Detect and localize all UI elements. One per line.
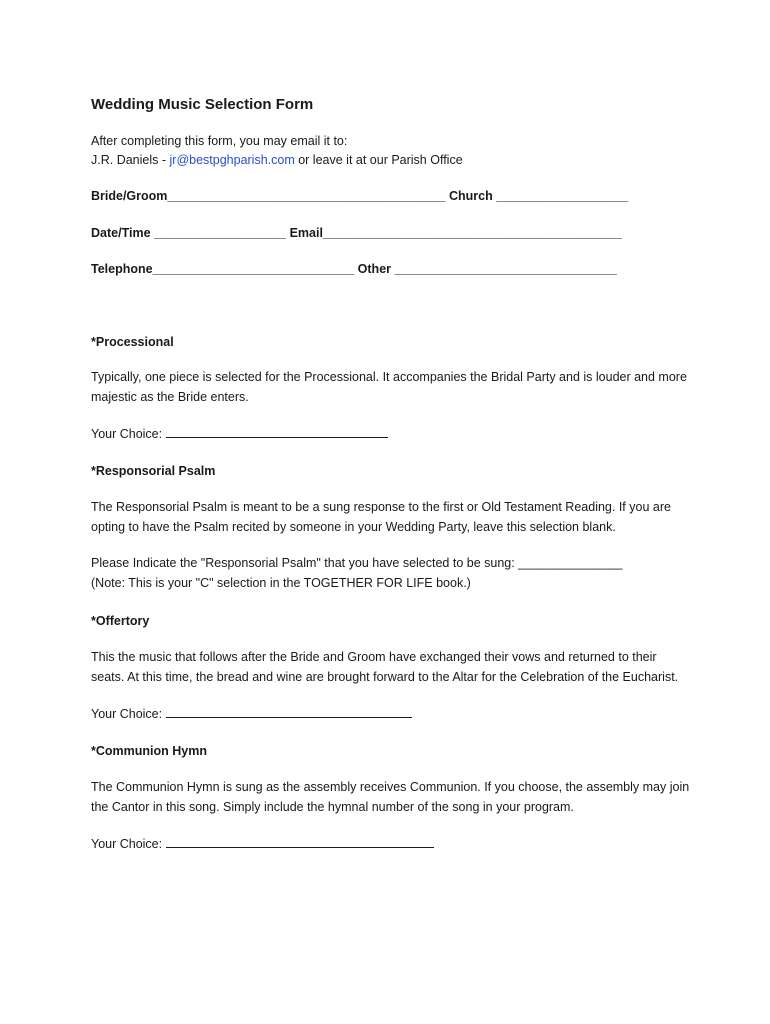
intro-line-1: After completing this form, you may email it to:: [91, 134, 348, 148]
communion-description: The Communion Hymn is sung as the assembly receives Communion. If you choose, the assembly may join the Cantor in this song. Simply include the hymnal number of the song in your program.: [91, 780, 690, 814]
intro-text: [91, 132, 691, 169]
communion-choice-row: [91, 834, 691, 853]
telephone-other-row: [91, 260, 691, 278]
email-link[interactable]: jr@bestpghparish.com: [169, 152, 295, 167]
email-label: Email: [286, 226, 323, 240]
other-label: Other: [354, 262, 395, 276]
processional-choice-label: Your Choice:: [91, 427, 163, 441]
form-title: Wedding Music Selection Form: [91, 96, 314, 113]
psalm-selection: [91, 554, 691, 593]
offertory-choice-field[interactable]: [166, 704, 412, 718]
telephone-field[interactable]: _____________________________: [152, 262, 355, 276]
bride-groom-church-row: [91, 187, 691, 205]
offertory-choice-row: [91, 704, 691, 723]
bride-groom-label: Bride/Groom: [91, 189, 168, 203]
processional-choice-field[interactable]: [166, 424, 388, 438]
psalm-indicate-line[interactable]: Please Indicate the "Responsorial Psalm" that you have selected to be sung: _______________: [91, 556, 623, 570]
offertory-description: This the music that follows after the Bride and Groom have exchanged their vows and returned to their seats. At this time, the bread and wine are brought forward to the Altar for the Celebration of the Eucharist.: [91, 650, 679, 684]
psalm-note: (Note: This is your "C" selection in the TOGETHER FOR LIFE book.): [91, 575, 471, 590]
church-field[interactable]: ___________________: [496, 189, 629, 203]
date-time-label: Date/Time: [91, 226, 154, 240]
intro-suffix: or leave it at our Parish Office: [294, 152, 463, 167]
telephone-label: Telephone: [91, 262, 153, 276]
church-label: Church: [445, 189, 497, 203]
communion-choice-label: Your Choice:: [91, 837, 163, 851]
intro-line-2: [91, 151, 691, 170]
communion-choice-field[interactable]: [166, 834, 434, 848]
date-email-row: [91, 224, 691, 242]
offertory-heading: *Offertory: [91, 614, 150, 628]
processional-description: Typically, one piece is selected for the Processional. It accompanies the Bridal Party and is louder and more majestic as the Bride enters.: [91, 370, 687, 404]
psalm-description: The Responsorial Psalm is meant to be a sung response to the first or Old Testament Reading. If you are opting to have the Psalm recited by someone in your Wedding Party, leave this selection blank.: [91, 500, 671, 534]
psalm-heading: *Responsorial Psalm: [91, 464, 216, 478]
offertory-choice-label: Your Choice:: [91, 707, 163, 721]
processional-choice-row: [91, 424, 691, 443]
processional-heading: *Processional: [91, 335, 174, 349]
intro-prefix: J.R. Daniels -: [91, 152, 170, 167]
communion-heading: *Communion Hymn: [91, 744, 207, 758]
bride-groom-field[interactable]: ________________________________________: [167, 189, 446, 203]
document-page: [91, 95, 691, 853]
email-field[interactable]: ___________________________________________: [322, 226, 622, 240]
other-field[interactable]: ________________________________: [394, 262, 617, 276]
date-time-field[interactable]: ___________________: [154, 226, 287, 240]
